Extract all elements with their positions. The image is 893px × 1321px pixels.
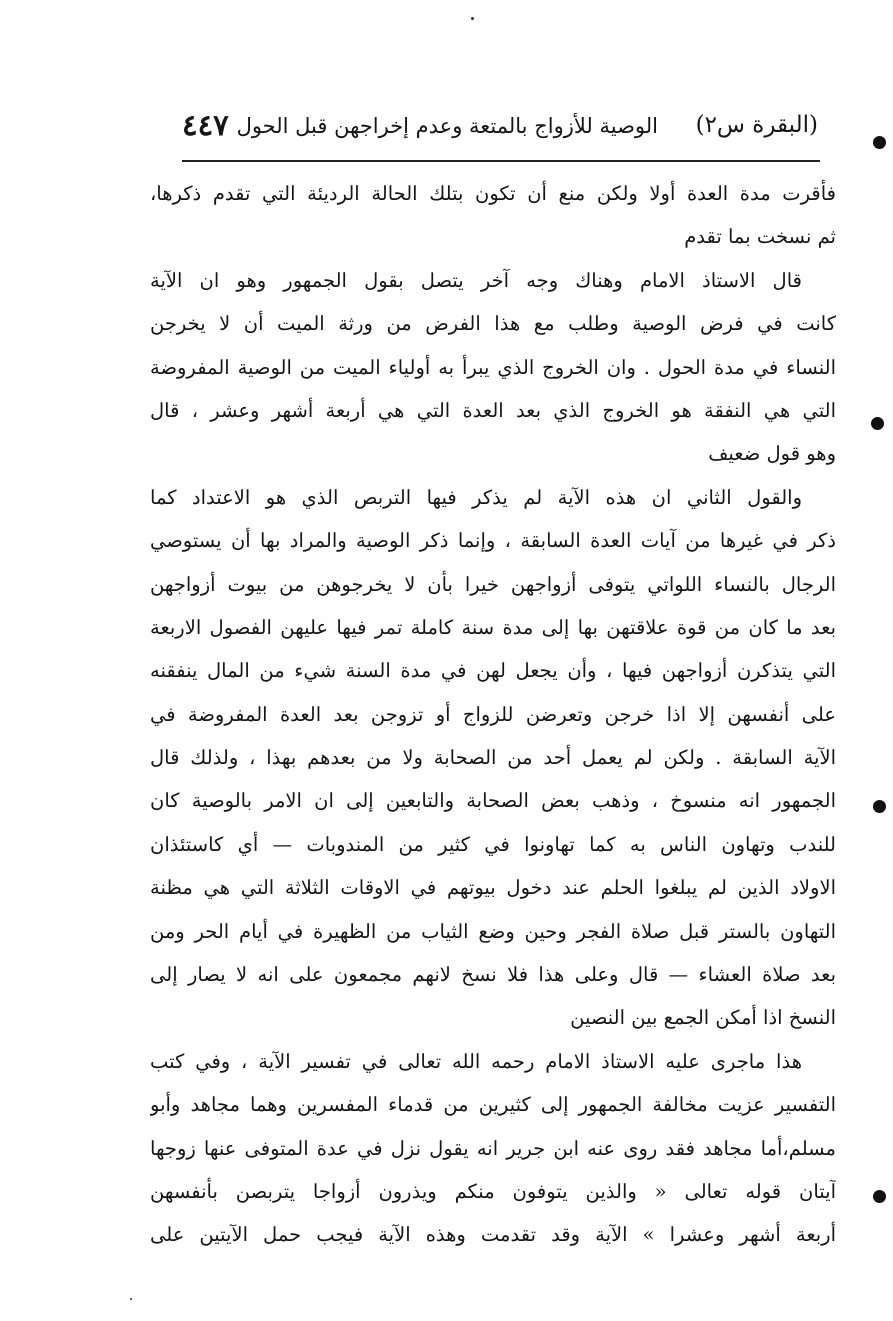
header-title: الوصية للأزواج بالمتعة وعدم إخراجهن قبل الحول	[236, 114, 658, 138]
text-line: فأقرت مدة العدة أولا ولكن منع أن تكون بتلك الحالة الرديئة التي تقدم ذكرها،	[150, 182, 836, 205]
header-rule	[182, 160, 820, 162]
running-header	[182, 106, 818, 156]
text-line: مسلم،أما مجاهد فقد روى عنه ابن جرير انه يقول نزل في عدة المتوفى عنها زوجها	[150, 1136, 836, 1160]
scan-speck	[130, 1298, 132, 1300]
text-line: قال الاستاذ الامام وهناك وجه آخر يتصل بقول الجمهور وهو ان الآية	[150, 268, 802, 292]
text-line: النسخ اذا أمكن الجمع بين النصين	[570, 1006, 836, 1030]
text-line: التهاون بالستر قبل صلاة الفجر وحين وضع الثياب من الظهيرة في أيام الحر ومن	[150, 919, 836, 943]
text-line: هذا ماجرى عليه الاستاذ الامام رحمه الله تعالى في تفسير الآية ، وفي كتب	[150, 1049, 802, 1073]
text-line: كانت في فرض الوصية وطلب مع هذا الفرض من ورثة الميت أن لا يخرجن	[150, 312, 836, 336]
binding-hole-mark	[871, 417, 884, 430]
text-line: التي هي النفقة هو الخروج الذي بعد العدة التي هي أربعة أشهر وعشر ، قال	[150, 398, 836, 422]
text-line: أربعة أشهر وعشرا » الآية وقد تقدمت وهذه الآية فيجب حمل الآيتين على	[150, 1223, 836, 1247]
text-line: بعد ما كان من قوة علاقتهن بها إلى مدة سنة كاملة تمر فيها عليهن الفصول الاربعة	[150, 615, 836, 639]
text-line: والقول الثاني ان هذه الآية لم يذكر فيها التربص الذي هو الاعتداد كما	[150, 485, 802, 509]
text-line: الاولاد الذين لم يبلغوا الحلم عند دخول بيوتهم في الاوقات الثلاثة التي هي مظنة	[150, 876, 836, 900]
text-line: ذكر في غيرها من آيات العدة السابقة ، وإنما ذكر الوصية والمراد بها أن يستوصي	[150, 529, 836, 553]
text-line: الرجال بالنساء اللواتي يتوفى أزواجهن خيرا بأن لا يخرجوهن من بيوت أزواجهن	[150, 572, 836, 596]
page-number: ٤٤٧	[182, 108, 229, 142]
text-line: الجمهور انه منسوخ ، وذهب بعض الصحابة والتابعين إلى ان الامر بالوصية كان	[150, 789, 836, 813]
binding-hole-mark	[873, 800, 886, 813]
text-line: التفسير عزيت مخالفة الجمهور إلى كثيرين من قدماء المفسرين وهما مجاهد وأبو	[150, 1093, 836, 1117]
text-line: للندب وتهاون الناس به كما تهاونوا في كثير من المندوبات — أي كاستئذان	[150, 832, 836, 856]
body-text	[150, 172, 836, 1302]
text-line: النساء في مدة الحول . وان الخروج الذي يبرأ به أولياء الميت من الوصية المفروضة	[150, 355, 836, 379]
binding-hole-mark	[873, 136, 886, 149]
text-line: آيتان قوله تعالى « والذين يتوفون منكم ويذرون أزواجا يتربصن بأنفسهن	[150, 1179, 836, 1203]
text-line: الآية السابقة . ولكن لم يعمل أحد من الصحابة ولا من بعدهم بهذا ، ولذلك قال	[150, 746, 836, 770]
text-line: على أنفسهن إلا اذا خرجن وتعرضن للزواج أو تزوجن بعد العدة المفروضة في	[150, 702, 836, 726]
binding-hole-mark	[873, 1190, 886, 1203]
text-line: ثم نسخت بما تقدم	[684, 225, 836, 249]
text-line: التي يتذكرن أزواجهن فيها ، وأن يجعل لهن في مدة السنة شيء من المال ينفقنه	[150, 659, 836, 683]
text-line: بعد صلاة العشاء — قال وعلى هذا فلا نسخ لانهم مجمعون على انه لا يصار إلى	[150, 963, 836, 987]
scan-speck	[471, 17, 474, 20]
text-line: وهو قول ضعيف	[708, 442, 836, 466]
surah-reference: (البقرة س٢)	[695, 112, 818, 138]
